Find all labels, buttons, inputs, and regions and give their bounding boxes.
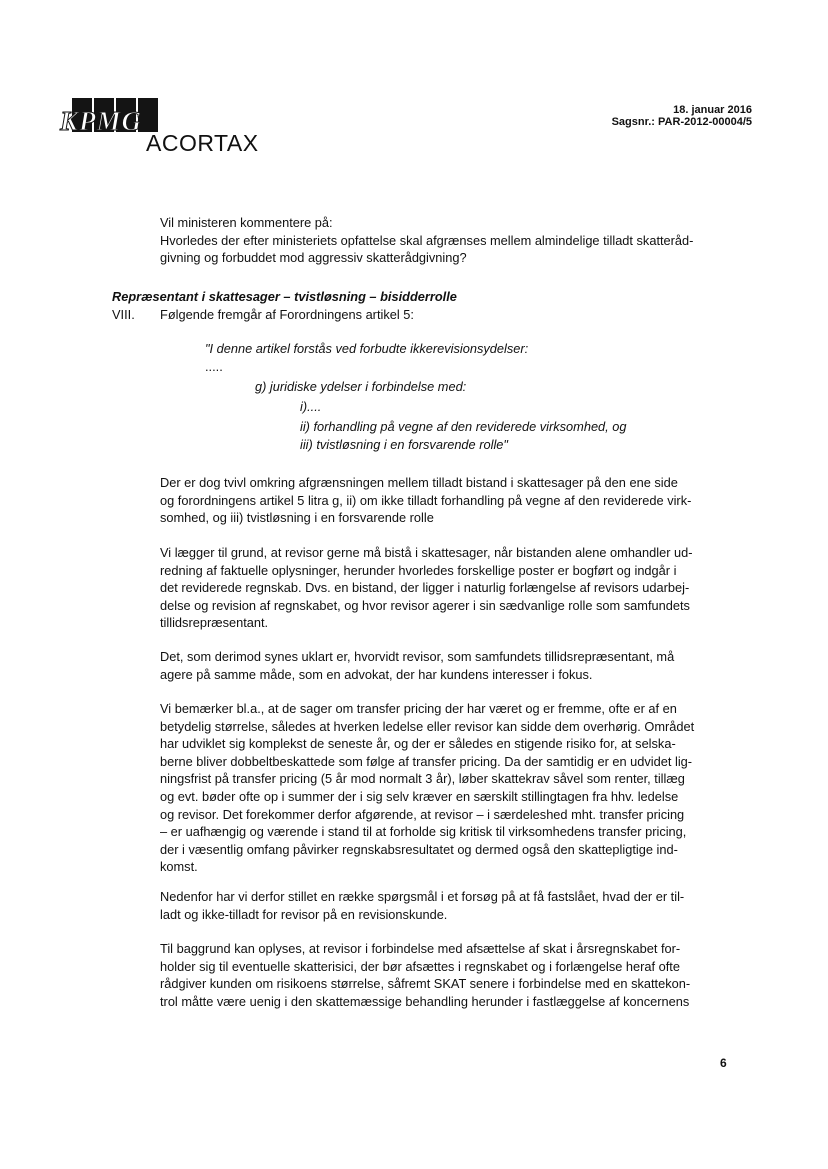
paragraph-line: tillidsrepræsentant.	[160, 615, 269, 631]
section-intro: Følgende fremgår af Forordningens artikel 5:	[160, 307, 414, 322]
paragraph-line: holder sig til eventuelle skatterisici, der bør afsættes i regnskabet og i forlængelse heraf ofte	[160, 958, 680, 974]
paragraph-line: Det, som derimod synes uklart er, hvorvidt revisor, som samfundets tillidsrepræsentant, må	[160, 649, 675, 664]
question-line: Hvorledes der efter ministeriets opfattelse skal afgrænses mellem almindelige tilladt skatteråd-	[160, 232, 694, 248]
paragraph-line: komst.	[160, 859, 198, 875]
paragraph-line: ladt og ikke-tilladt for revisor på en revisionskunde.	[160, 906, 448, 922]
case-label: Sagsnr.:	[611, 116, 655, 128]
quote-ellipsis: .....	[205, 359, 223, 374]
paragraph-line: Vi lægger til grund, at revisor gerne må bistå i skattesager, når bistanden alene omhandler ud-	[160, 545, 693, 560]
header-date: 18. januar 2016	[673, 104, 752, 116]
company-name: ACORTAX	[146, 130, 259, 156]
page-number: 6	[720, 1056, 727, 1070]
body-paragraph	[160, 940, 690, 1010]
paragraph-line: der i væsentlig omfang påvirker regnskabsresultatet og dermed også den skattepligtige ind-	[160, 841, 678, 857]
paragraph-line: agere på samme måde, som en advokat, der har kundens interesser i fokus.	[160, 666, 593, 682]
paragraph-line: Til baggrund kan oplyses, at revisor i forbindelse med afsættelse af skat i årsregnskabet for-	[160, 941, 681, 956]
paragraph-line: delse og revision af regnskabet, og hvor revisor agerer i sin sædvanlige rolle som samfundets	[160, 597, 690, 613]
body-paragraph	[160, 474, 691, 527]
body-paragraph	[160, 648, 674, 683]
kpmg-logo-text: KPMG	[60, 106, 143, 136]
paragraph-line: Nedenfor har vi derfor stillet en række spørgsmål i et forsøg på at få fastslået, hvad der er til-	[160, 889, 685, 904]
header-case-number	[560, 116, 752, 128]
body-paragraph	[160, 544, 693, 632]
section-heading: Repræsentant i skattesager – tvistløsning – bisidderrolle	[112, 289, 457, 304]
minister-question	[160, 214, 693, 267]
body-paragraph	[160, 888, 684, 923]
paragraph-line: rådgiver kunden om risikoens størrelse, såfremt SKAT senere i forbindelse med en skattekon-	[160, 976, 691, 992]
paragraph-line: – er uafhængig og værende i stand til at forholde sig kritisk til virksomhedens transfer pricing,	[160, 824, 687, 840]
body-paragraph	[160, 700, 694, 876]
question-line: Vil ministeren kommentere på:	[160, 215, 333, 230]
paragraph-line: har udviklet sig komplekst de seneste år, og der er således en stigende risiko for, at selska-	[160, 736, 676, 752]
quote-line: "I denne artikel forstås ved forbudte ikkerevisionsydelser:	[205, 341, 529, 356]
section-number: VIII.	[112, 307, 135, 322]
paragraph-line: og forordningens artikel 5 litra g, ii) om ikke tilladt forhandling på vegne af den reviderede virk-	[160, 492, 692, 508]
quote-item-i: i)....	[300, 399, 322, 414]
paragraph-line: ningsfrist på transfer pricing (5 år mod normalt 3 år), løber skattekrav såvel som renter, tillæg	[160, 771, 685, 787]
paragraph-line: berne bliver dobbeltbeskattede som følge af transfer pricing. Da der samtidig er en udvidet lig-	[160, 753, 693, 769]
paragraph-line: det reviderede regnskab. Dvs. en bistand, der ligger i naturlig forlængelse af revisors udarbej-	[160, 580, 690, 596]
quote-item-g: g) juridiske ydelser i forbindelse med:	[255, 379, 467, 394]
paragraph-line: trol måtte være uenig i den skattemæssige behandling herunder i fastlæggelse af koncernens	[160, 993, 690, 1009]
paragraph-line: betydelig størrelse, således at hverken ledelse eller revisor kan sidde dem overhørig. Området	[160, 718, 695, 734]
paragraph-line: og evt. bøder ofte op i summer der i sig selv kræver en særskilt stillingtagen fra hhv. ledelse	[160, 788, 679, 804]
paragraph-line: Der er dog tvivl omkring afgrænsningen mellem tilladt bistand i skattesager på den ene side	[160, 475, 678, 490]
paragraph-line: somhed, og iii) tvistløsning i en forsvarende rolle	[160, 510, 434, 526]
paragraph-line: redning af faktuelle oplysninger, herunder hvorledes forskellige poster er bogført og indgår i	[160, 562, 677, 578]
question-line: givning og forbuddet mod aggressiv skatterådgivning?	[160, 250, 467, 266]
quote-item-iii: iii) tvistløsning i en forsvarende rolle"	[300, 437, 508, 452]
paragraph-line: og revisor. Det forekommer derfor afgørende, at revisor – i særdeleshed mht. transfer pricing	[160, 806, 685, 822]
quote-item-ii: ii) forhandling på vegne af den reviderede virksomhed, og	[300, 419, 627, 434]
paragraph-line: Vi bemærker bl.a., at de sager om transfer pricing der har været og er fremme, ofte er af en	[160, 701, 677, 716]
case-number: PAR-2012-00004/5	[658, 116, 752, 128]
